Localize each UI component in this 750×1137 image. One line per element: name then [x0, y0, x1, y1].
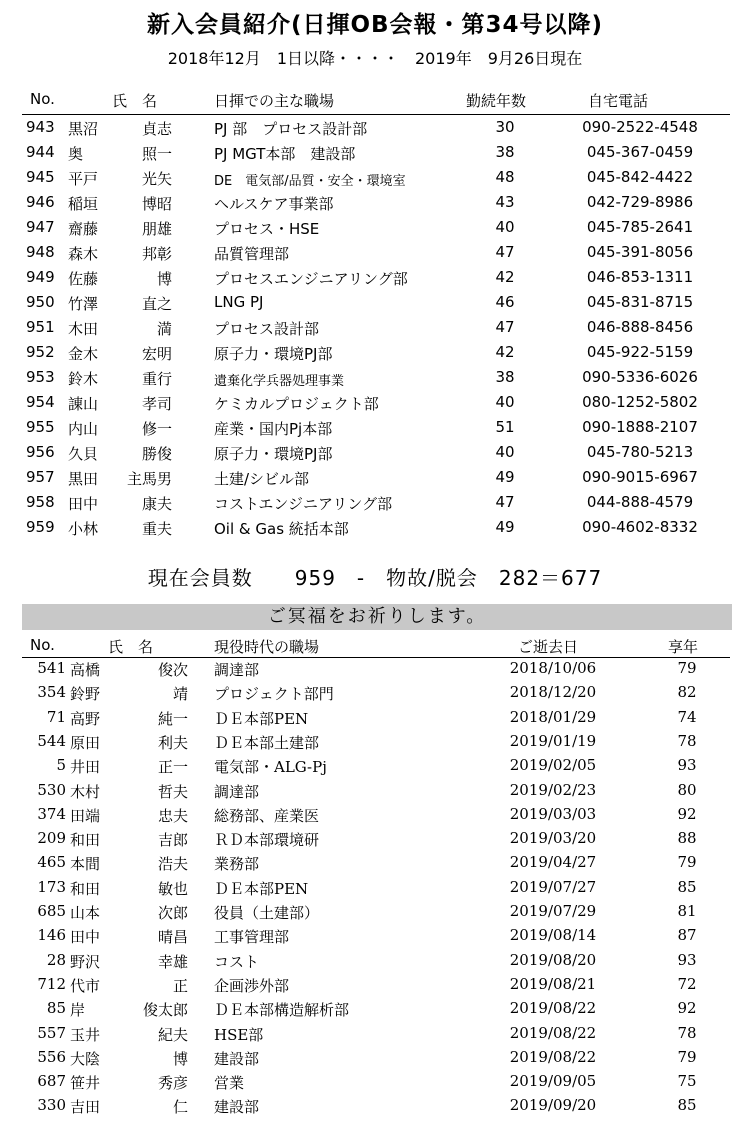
member-workplace: ケミカルプロジェクト部	[214, 395, 379, 413]
member-workplace: PJ 部 プロセス設計部	[214, 120, 368, 138]
memorial-workplace: HSE部	[214, 1025, 264, 1044]
member-surname: 平戸	[68, 170, 99, 188]
member-years: 51	[495, 418, 515, 436]
member-workplace: Oil & Gas 統括本部	[214, 520, 349, 538]
memorial-given-name: 吉郎	[157, 831, 188, 850]
member-surname: 金木	[68, 345, 99, 363]
member-years: 47	[495, 493, 515, 511]
member-phone: 090-2522-4548	[582, 118, 698, 136]
memorial-surname: 高橋	[70, 661, 101, 679]
memorial-no: 173	[37, 877, 66, 896]
table-row	[0, 731, 750, 755]
memorial-date: 2019/03/03	[509, 804, 597, 823]
member-given-name: 修一	[141, 420, 172, 438]
memorial-age: 79	[677, 853, 697, 872]
memorial-no: 354	[37, 683, 66, 702]
memorial-surname: 田中	[70, 928, 101, 947]
member-workplace: 遺棄化学兵器処理事業	[214, 374, 345, 389]
col-name-header: 氏 名	[112, 92, 158, 110]
member-years: 40	[495, 218, 515, 236]
memorial-date: 2019/09/20	[509, 1096, 597, 1115]
memorial-workplace: 役員（土建部）	[214, 904, 320, 922]
member-surname: 黒田	[68, 470, 99, 488]
member-surname: 奥	[68, 145, 84, 163]
table-row	[0, 974, 750, 998]
table-row	[0, 166, 750, 191]
table-row	[0, 216, 750, 241]
memorial-date: 2019/08/22	[509, 1047, 597, 1066]
memorial-workplace: ＤＥ本部土建部	[214, 733, 320, 752]
memorial-given-name: 浩夫	[157, 855, 188, 874]
memorial-age: 72	[677, 974, 697, 993]
member-years: 46	[495, 293, 515, 311]
member-phone: 045-391-8056	[586, 243, 694, 261]
memorial-workplace: プロジェクト部門	[214, 685, 334, 704]
member-workplace: DE 電気部/品質・安全・環境室	[214, 174, 406, 189]
memorial-given-name: 忠夫	[157, 806, 188, 825]
member-years: 30	[495, 118, 515, 136]
memorial-no: 712	[37, 974, 66, 993]
memorial-workplace: 調達部	[214, 661, 260, 679]
memorial-col-age-header: 享年	[668, 638, 699, 656]
table-row	[0, 998, 750, 1022]
memorial-workplace: 営業	[214, 1074, 245, 1093]
table-row	[0, 950, 750, 974]
member-surname: 内山	[68, 420, 99, 438]
memorial-no: 685	[37, 902, 66, 920]
memorial-header	[0, 636, 750, 656]
table-row	[0, 191, 750, 216]
member-no: 943	[26, 118, 55, 136]
member-workplace: プロセス設計部	[214, 320, 320, 338]
table-row	[0, 491, 750, 516]
memorial-surname: 原田	[70, 733, 101, 752]
member-no: 956	[26, 443, 55, 461]
member-surname: 鈴木	[68, 370, 99, 388]
member-workplace: 原子力・環境PJ部	[214, 445, 333, 463]
table-row	[0, 707, 750, 731]
memorial-given-name: 純一	[157, 709, 188, 728]
member-phone: 042-729-8986	[586, 193, 694, 211]
memorial-given-name: 次郎	[157, 904, 188, 922]
memorial-col-no-header: No.	[30, 636, 55, 654]
memorial-date: 2019/02/05	[509, 756, 597, 775]
memorial-col-date-header: ご逝去日	[518, 638, 579, 656]
member-count: 現在会員数 959 - 物故/脱会 282＝677	[147, 566, 603, 590]
member-given-name: 孝司	[141, 395, 172, 413]
table-row	[0, 466, 750, 491]
memorial-given-name: 正	[172, 976, 188, 995]
member-workplace: 産業・国内Pj本部	[214, 420, 333, 438]
memorial-no: 209	[37, 829, 66, 848]
memorial-age: 82	[677, 683, 697, 702]
member-workplace: PJ MGT本部 建設部	[214, 145, 356, 163]
table-row	[0, 804, 750, 828]
memorial-no: 28	[46, 950, 66, 969]
member-workplace: プロセスエンジニアリング部	[214, 270, 408, 288]
memorial-given-name: 秀彦	[157, 1074, 188, 1093]
new-members-header	[0, 90, 750, 112]
member-no: 948	[26, 243, 55, 261]
member-workplace: ヘルスケア事業部	[214, 195, 334, 213]
memorial-col-name-header: 氏 名	[108, 638, 154, 656]
memorial-surname: 和田	[70, 831, 101, 850]
memorial-given-name: 晴昌	[157, 928, 188, 947]
member-phone: 090-5336-6026	[582, 368, 698, 386]
table-row	[0, 682, 750, 706]
table-row	[0, 1047, 750, 1071]
member-phone: 044-888-4579	[586, 493, 694, 511]
member-workplace: コストエンジニアリング部	[214, 495, 393, 513]
memorial-surname: 吉田	[70, 1098, 101, 1117]
member-no: 946	[26, 193, 55, 211]
memorial-date: 2018/12/20	[509, 683, 597, 702]
member-years: 38	[495, 368, 515, 386]
memorial-workplace: ＤＥ本部PEN	[214, 709, 309, 728]
table-row	[0, 366, 750, 391]
member-given-name: 宏明	[141, 345, 172, 363]
member-no: 944	[26, 143, 55, 161]
member-surname: 小林	[68, 520, 99, 538]
table-row	[0, 658, 750, 682]
member-given-name: 博	[156, 270, 172, 288]
memorial-workplace: 業務部	[214, 855, 260, 874]
member-phone: 045-922-5159	[586, 343, 694, 361]
member-workplace: 原子力・環境PJ部	[214, 345, 333, 363]
memorial-date: 2019/01/19	[509, 731, 597, 750]
table-row	[0, 828, 750, 852]
memorial-surname: 田端	[70, 806, 101, 825]
table-row	[0, 1023, 750, 1047]
member-phone: 046-888-8456	[586, 318, 694, 336]
table-row	[0, 1071, 750, 1095]
table-row	[0, 391, 750, 416]
member-no: 958	[26, 493, 55, 511]
memorial-workplace: 電気部・ALG-Pj	[214, 758, 327, 777]
memorial-no: 544	[37, 731, 66, 750]
table-row	[0, 852, 750, 876]
member-years: 43	[495, 193, 515, 211]
memorial-workplace: 調達部	[214, 782, 260, 801]
memorial-age: 79	[677, 1047, 697, 1066]
memorial-col-workplace-header: 現役時代の職場	[214, 638, 320, 656]
member-surname: 佐藤	[68, 270, 99, 288]
member-years: 42	[495, 268, 515, 286]
memorial-date: 2018/10/06	[509, 659, 597, 677]
member-phone: 045-785-2641	[586, 218, 694, 236]
memorial-surname: 玉井	[70, 1025, 101, 1044]
table-row	[0, 291, 750, 316]
member-no: 954	[26, 393, 55, 411]
member-no: 953	[26, 368, 55, 386]
memorial-date: 2019/04/27	[509, 853, 597, 872]
memorial-date: 2019/07/27	[509, 877, 597, 896]
member-no: 955	[26, 418, 55, 436]
memorial-given-name: 俊次	[157, 661, 188, 679]
memorial-workplace: 建設部	[214, 1049, 260, 1068]
memorial-workplace: ＤＥ本部PEN	[214, 879, 309, 898]
memorial-surname: 本間	[70, 855, 101, 874]
memorial-no: 687	[37, 1072, 66, 1091]
memorial-surname: 岸	[70, 1001, 86, 1020]
memorial-date: 2019/08/22	[509, 1023, 597, 1042]
memorial-age: 79	[677, 659, 697, 677]
member-no: 951	[26, 318, 55, 336]
memorial-age: 81	[677, 902, 697, 920]
member-phone: 090-9015-6967	[582, 468, 698, 486]
memorial-no: 85	[46, 999, 66, 1018]
member-given-name: 博昭	[141, 195, 172, 213]
memorial-no: 146	[37, 926, 66, 945]
memorial-date: 2019/08/14	[509, 926, 597, 945]
memorial-age: 87	[677, 926, 697, 945]
member-surname: 木田	[68, 320, 99, 338]
memorial-given-name: 幸雄	[157, 952, 188, 971]
memorial-age: 93	[677, 950, 697, 969]
memorial-given-name: 敏也	[157, 879, 188, 898]
member-no: 957	[26, 468, 55, 486]
table-row	[0, 116, 750, 141]
member-no: 959	[26, 518, 55, 536]
memorial-age: 85	[677, 1096, 697, 1115]
member-given-name: 貞志	[141, 120, 172, 138]
member-surname: 稲垣	[68, 195, 99, 213]
memorial-given-name: 俊太郎	[142, 1001, 188, 1020]
member-phone: 045-367-0459	[586, 143, 694, 161]
member-years: 47	[495, 243, 515, 261]
table-row	[0, 1095, 750, 1119]
memorial-date: 2019/08/20	[509, 950, 597, 969]
member-surname: 諌山	[68, 395, 99, 413]
memorial-given-name: 仁	[172, 1098, 188, 1117]
table-row	[0, 416, 750, 441]
memorial-surname: 山本	[70, 904, 101, 922]
table-row	[0, 316, 750, 341]
member-phone: 045-831-8715	[586, 293, 694, 311]
member-surname: 森木	[68, 245, 99, 263]
member-workplace: 土建/シビル部	[214, 470, 310, 488]
page-title: 新入会員紹介(日揮OB会報・第34号以降)	[146, 12, 604, 38]
table-row	[0, 901, 750, 925]
table-row	[0, 141, 750, 166]
member-years: 48	[495, 168, 515, 186]
memorial-banner: ご冥福をお祈りします。	[22, 604, 732, 630]
member-workplace: LNG PJ	[214, 293, 264, 311]
memorial-given-name: 哲夫	[157, 782, 188, 801]
member-years: 49	[495, 518, 515, 536]
memorial-age: 92	[677, 999, 697, 1018]
member-years: 40	[495, 393, 515, 411]
member-years: 49	[495, 468, 515, 486]
member-surname: 竹澤	[68, 295, 99, 313]
member-no: 950	[26, 293, 55, 311]
memorial-date: 2019/03/20	[509, 829, 597, 848]
memorial-date: 2019/08/21	[509, 974, 597, 993]
table-row	[0, 441, 750, 466]
header-divider	[22, 114, 730, 115]
memorial-surname: 木村	[70, 782, 101, 801]
member-given-name: 光矢	[141, 170, 172, 188]
memorial-surname: 笹井	[70, 1074, 101, 1093]
memorial-age: 85	[677, 877, 697, 896]
memorial-no: 374	[37, 804, 66, 823]
member-surname: 久貝	[68, 445, 99, 463]
member-given-name: 邦彰	[141, 245, 172, 263]
member-phone: 090-1888-2107	[582, 418, 698, 436]
memorial-surname: 野沢	[70, 952, 101, 971]
memorial-age: 78	[677, 731, 697, 750]
member-phone: 045-780-5213	[586, 443, 694, 461]
table-row	[0, 780, 750, 804]
member-years: 47	[495, 318, 515, 336]
memorial-no: 330	[37, 1096, 66, 1115]
member-phone: 046-853-1311	[586, 268, 694, 286]
table-row	[0, 241, 750, 266]
member-phone: 080-1252-5802	[582, 393, 698, 411]
memorial-age: 88	[677, 829, 697, 848]
member-years: 38	[495, 143, 515, 161]
memorial-given-name: 靖	[172, 685, 188, 704]
table-row	[0, 755, 750, 779]
member-given-name: 直之	[141, 295, 172, 313]
member-given-name: 主馬男	[126, 470, 172, 488]
memorial-no: 557	[37, 1023, 66, 1042]
memorial-workplace: ＲＤ本部環境研	[214, 831, 320, 850]
memorial-date: 2019/09/05	[509, 1072, 597, 1091]
memorial-workplace: 企画渉外部	[214, 976, 290, 995]
memorial-no: 541	[37, 659, 66, 677]
memorial-no: 530	[37, 780, 66, 799]
member-given-name: 重行	[141, 370, 172, 388]
member-phone: 090-4602-8332	[582, 518, 698, 536]
memorial-age: 74	[677, 707, 697, 726]
table-row	[0, 925, 750, 949]
table-row	[0, 266, 750, 291]
member-surname: 田中	[68, 495, 99, 513]
memorial-given-name: 紀夫	[157, 1025, 188, 1044]
memorial-no: 5	[56, 756, 66, 775]
page-subtitle: 2018年12月 1日以降・・・・ 2019年 9月26日現在	[167, 49, 583, 68]
memorial-given-name: 正一	[157, 758, 188, 777]
memorial-date: 2019/08/22	[509, 999, 597, 1018]
memorial-given-name: 博	[172, 1049, 188, 1068]
table-row	[0, 877, 750, 901]
memorial-surname: 和田	[70, 879, 101, 898]
member-workplace: 品質管理部	[214, 245, 290, 263]
col-years-header: 勤続年数	[466, 92, 527, 110]
member-surname: 黒沼	[68, 120, 99, 138]
memorial-age: 75	[677, 1072, 697, 1091]
member-given-name: 勝俊	[141, 445, 172, 463]
member-given-name: 満	[156, 320, 172, 338]
col-no-header: No.	[30, 90, 55, 108]
col-workplace-header: 日揮での主な職場	[214, 92, 335, 110]
col-phone-header: 自宅電話	[588, 92, 649, 110]
member-years: 42	[495, 343, 515, 361]
member-no: 952	[26, 343, 55, 361]
memorial-surname: 鈴野	[70, 685, 101, 704]
memorial-workplace: ＤＥ本部構造解析部	[214, 1001, 350, 1020]
table-row	[0, 341, 750, 366]
member-no: 947	[26, 218, 55, 236]
member-given-name: 照一	[141, 145, 172, 163]
memorial-age: 78	[677, 1023, 697, 1042]
memorial-workplace: 建設部	[214, 1098, 260, 1117]
member-years: 40	[495, 443, 515, 461]
memorial-age: 92	[677, 804, 697, 823]
memorial-no: 71	[46, 707, 66, 726]
memorial-surname: 代市	[70, 976, 101, 995]
member-given-name: 重夫	[141, 520, 172, 538]
memorial-workplace: コスト	[214, 952, 260, 971]
memorial-surname: 高野	[70, 709, 101, 728]
memorial-no: 465	[37, 853, 66, 872]
member-surname: 齋藤	[68, 220, 99, 238]
memorial-date: 2019/07/29	[509, 902, 597, 920]
member-workplace: プロセス・HSE	[214, 220, 320, 238]
table-row	[0, 516, 750, 541]
member-no: 945	[26, 168, 55, 186]
memorial-surname: 大陰	[70, 1049, 101, 1068]
memorial-workplace: 総務部、産業医	[214, 806, 320, 825]
memorial-age: 93	[677, 756, 697, 775]
memorial-date: 2019/02/23	[509, 780, 597, 799]
memorial-surname: 井田	[70, 758, 101, 777]
member-given-name: 康夫	[141, 495, 172, 513]
memorial-given-name: 利夫	[157, 733, 188, 752]
member-given-name: 朋雄	[141, 220, 172, 238]
memorial-age: 80	[677, 780, 697, 799]
memorial-workplace: 工事管理部	[214, 928, 290, 947]
member-no: 949	[26, 268, 55, 286]
memorial-no: 556	[37, 1047, 66, 1066]
member-phone: 045-842-4422	[586, 168, 694, 186]
memorial-date: 2018/01/29	[509, 707, 597, 726]
